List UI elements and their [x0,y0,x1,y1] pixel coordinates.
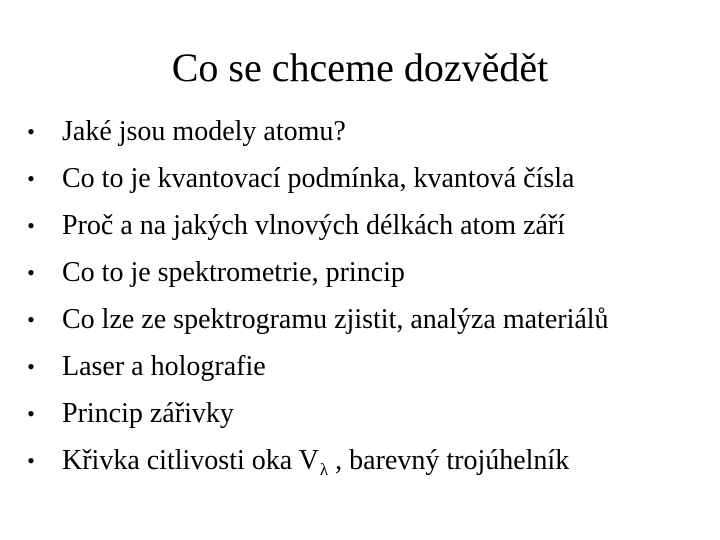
bullet-icon: • [27,166,35,191]
bullet-icon: • [27,260,35,285]
lambda-subscript: λ [319,460,329,479]
bullet-icon: • [27,307,35,332]
bullet-icon: • [27,354,35,379]
bullet-text: Co to je spektrometrie, princip [62,257,405,288]
bullet-text: Jaké jsou modely atomu? [62,116,346,147]
bullet-icon: • [27,401,35,426]
bullet-text-prefix: Křivka citlivosti oka V [62,445,319,476]
bullet-text: Princip zářivky [62,398,234,429]
bullet-text-last [62,437,569,487]
slide-title: Co se chceme dozvědět [171,45,549,90]
bullet-text: Co to je kvantovací podmínka, kvantová čísla [62,163,575,194]
bullet-text-suffix: , barevný trojúhelník [328,445,570,476]
bullet-text: Co lze ze spektrogramu zjistit, analýza materiálů [62,304,609,335]
bullet-text: Laser a holografie [62,351,266,382]
bullet-text: Proč a na jakých vlnových délkách atom září [62,210,566,241]
bullet-icon: • [27,119,35,144]
bullet-icon: • [27,448,35,473]
bullet-icon: • [27,213,35,238]
